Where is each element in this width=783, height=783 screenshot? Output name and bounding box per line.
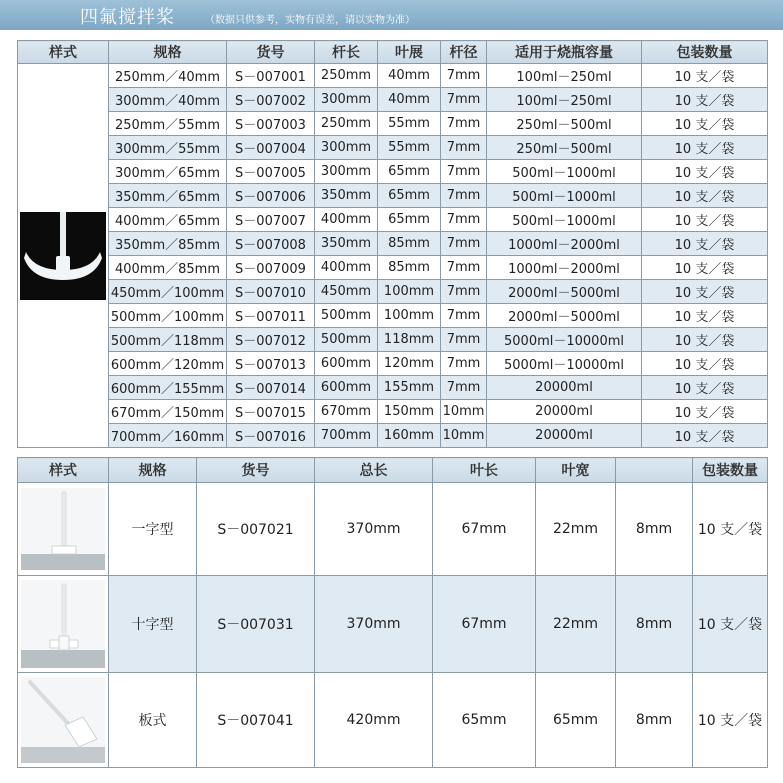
blade-span-cell: 100mm <box>378 304 441 328</box>
package-cell: 10 支／袋 <box>642 304 768 328</box>
flask-capacity-cell: 2000ml－5000ml <box>487 280 642 304</box>
col-header-blade-length: 叶长 <box>433 458 536 483</box>
table-row <box>18 160 768 184</box>
blade-span-cell: 100mm <box>378 280 441 304</box>
flask-capacity-cell: 20000ml <box>487 400 642 424</box>
rod-diameter-cell: 7mm <box>441 280 487 304</box>
col-header-rod-diameter: 杆径 <box>441 41 487 64</box>
spec-cell: 板式 <box>109 673 197 768</box>
rod-length-cell: 300mm <box>315 160 378 184</box>
rod-diameter-cell: 7mm <box>441 184 487 208</box>
spec-cell: 500mm／118mm <box>109 328 227 352</box>
rod-diameter-cell: 10mm <box>441 400 487 424</box>
rod-length-cell: 350mm <box>315 184 378 208</box>
disclaimer-note: （数据只供参考，实物有误差，请以实物为准） <box>205 15 415 26</box>
blade-span-cell: 155mm <box>378 376 441 400</box>
blade-span-cell: 150mm <box>378 400 441 424</box>
flask-capacity-cell: 1000ml－2000ml <box>487 256 642 280</box>
flask-capacity-cell: 20000ml <box>487 424 642 448</box>
package-cell: 10 支／袋 <box>642 352 768 376</box>
package-cell: 10 支／袋 <box>642 88 768 112</box>
title-banner <box>0 0 783 30</box>
col-header-spec: 规格 <box>109 458 197 483</box>
rod-length-cell: 250mm <box>315 64 378 88</box>
flask-capacity-cell: 100ml－250ml <box>487 88 642 112</box>
blade-width-cell: 22mm <box>536 483 616 576</box>
cross-blade-stirrer-photo <box>18 576 109 673</box>
package-cell: 10 支／袋 <box>642 184 768 208</box>
table-header-row <box>18 41 768 64</box>
table-row <box>18 112 768 136</box>
table-row <box>18 280 768 304</box>
table-row <box>18 424 768 448</box>
total-length-cell: 420mm <box>315 673 433 768</box>
blade-span-cell: 118mm <box>378 328 441 352</box>
col-header-rod-length: 杆长 <box>315 41 378 64</box>
table-header-row <box>18 458 768 483</box>
col-header-style: 样式 <box>18 458 109 483</box>
spec-cell: 350mm／65mm <box>109 184 227 208</box>
package-cell: 10 支／袋 <box>693 673 768 768</box>
blade-span-cell: 65mm <box>378 184 441 208</box>
col-header-total-length: 总长 <box>315 458 433 483</box>
blade-stirrer-table <box>17 457 768 768</box>
blade-length-cell: 65mm <box>433 673 536 768</box>
item-no-cell: S－007008 <box>227 232 315 256</box>
flask-capacity-cell: 500ml－1000ml <box>487 208 642 232</box>
package-cell: 10 支／袋 <box>693 576 768 673</box>
item-no-cell: S－007011 <box>227 304 315 328</box>
rod-diameter-cell: 7mm <box>441 376 487 400</box>
flask-capacity-cell: 500ml－1000ml <box>487 184 642 208</box>
spec-cell: 400mm／65mm <box>109 208 227 232</box>
blade-span-cell: 65mm <box>378 208 441 232</box>
rod-length-cell: 250mm <box>315 112 378 136</box>
table-row <box>18 256 768 280</box>
flask-capacity-cell: 5000ml－10000ml <box>487 352 642 376</box>
item-no-cell: S－007013 <box>227 352 315 376</box>
blade-span-cell: 85mm <box>378 232 441 256</box>
col-header-package: 包装数量 <box>642 41 768 64</box>
spec-cell: 700mm／160mm <box>109 424 227 448</box>
rod-length-cell: 500mm <box>315 304 378 328</box>
blade-span-cell: 85mm <box>378 256 441 280</box>
item-no-cell: S－007009 <box>227 256 315 280</box>
rod-diameter-cell: 7mm <box>441 136 487 160</box>
total-length-cell: 370mm <box>315 483 433 576</box>
rod-diameter-cell: 8mm <box>616 576 693 673</box>
item-no-cell: S－007010 <box>227 280 315 304</box>
blade-width-cell: 65mm <box>536 673 616 768</box>
rod-length-cell: 670mm <box>315 400 378 424</box>
item-no-cell: S－007007 <box>227 208 315 232</box>
rod-diameter-cell: 7mm <box>441 232 487 256</box>
col-header-package: 包装数量 <box>693 458 768 483</box>
rod-diameter-cell: 7mm <box>441 112 487 136</box>
rod-length-cell: 300mm <box>315 136 378 160</box>
item-no-cell: S－007005 <box>227 160 315 184</box>
package-cell: 10 支／袋 <box>642 208 768 232</box>
blade-span-cell: 55mm <box>378 136 441 160</box>
item-no-cell: S－007006 <box>227 184 315 208</box>
total-length-cell: 370mm <box>315 576 433 673</box>
rod-length-cell: 300mm <box>315 88 378 112</box>
rod-length-cell: 600mm <box>315 352 378 376</box>
flask-capacity-cell: 1000ml－2000ml <box>487 232 642 256</box>
page-title: 四氟搅拌桨 <box>80 7 175 28</box>
spec-cell: 350mm／85mm <box>109 232 227 256</box>
rod-length-cell: 500mm <box>315 328 378 352</box>
rod-diameter-cell: 7mm <box>441 256 487 280</box>
blade-width-cell: 22mm <box>536 576 616 673</box>
col-header-style: 样式 <box>18 41 109 64</box>
rod-length-cell: 450mm <box>315 280 378 304</box>
table-row <box>18 376 768 400</box>
spec-cell: 一字型 <box>109 483 197 576</box>
item-no-cell: S－007031 <box>197 576 315 673</box>
package-cell: 10 支／袋 <box>642 328 768 352</box>
package-cell: 10 支／袋 <box>642 232 768 256</box>
package-cell: 10 支／袋 <box>642 160 768 184</box>
col-header-blank <box>616 458 693 483</box>
spec-cell: 300mm／40mm <box>109 88 227 112</box>
table-row <box>18 673 768 768</box>
item-no-cell: S－007014 <box>227 376 315 400</box>
package-cell: 10 支／袋 <box>693 483 768 576</box>
package-cell: 10 支／袋 <box>642 280 768 304</box>
flask-capacity-cell: 500ml－1000ml <box>487 160 642 184</box>
rod-diameter-cell: 10mm <box>441 424 487 448</box>
spec-cell: 670mm／150mm <box>109 400 227 424</box>
table-row <box>18 304 768 328</box>
item-no-cell: S－007041 <box>197 673 315 768</box>
table-row <box>18 400 768 424</box>
item-no-cell: S－007021 <box>197 483 315 576</box>
rod-length-cell: 700mm <box>315 424 378 448</box>
table-row <box>18 328 768 352</box>
item-no-cell: S－007016 <box>227 424 315 448</box>
flask-capacity-cell: 250ml－500ml <box>487 136 642 160</box>
rod-diameter-cell: 7mm <box>441 352 487 376</box>
blade-span-cell: 40mm <box>378 64 441 88</box>
blade-length-cell: 67mm <box>433 576 536 673</box>
anchor-stirrer-photo <box>18 64 109 448</box>
spec-cell: 450mm／100mm <box>109 280 227 304</box>
blade-length-cell: 67mm <box>433 483 536 576</box>
package-cell: 10 支／袋 <box>642 136 768 160</box>
spec-cell: 500mm／100mm <box>109 304 227 328</box>
table-row <box>18 232 768 256</box>
rod-diameter-cell: 7mm <box>441 88 487 112</box>
rod-diameter-cell: 8mm <box>616 673 693 768</box>
spec-cell: 400mm／85mm <box>109 256 227 280</box>
rod-diameter-cell: 7mm <box>441 160 487 184</box>
rod-diameter-cell: 7mm <box>441 64 487 88</box>
col-header-blade-span: 叶展 <box>378 41 441 64</box>
rod-diameter-cell: 7mm <box>441 328 487 352</box>
item-no-cell: S－007002 <box>227 88 315 112</box>
rod-length-cell: 400mm <box>315 256 378 280</box>
blade-span-cell: 55mm <box>378 112 441 136</box>
rod-length-cell: 600mm <box>315 376 378 400</box>
rod-diameter-cell: 8mm <box>616 483 693 576</box>
paddle-stirrer-photo <box>18 673 109 768</box>
table-row <box>18 184 768 208</box>
package-cell: 10 支／袋 <box>642 400 768 424</box>
item-no-cell: S－007001 <box>227 64 315 88</box>
blade-span-cell: 40mm <box>378 88 441 112</box>
col-header-flask-capacity: 适用于烧瓶容量 <box>487 41 642 64</box>
spec-cell: 300mm／55mm <box>109 136 227 160</box>
spec-cell: 250mm／55mm <box>109 112 227 136</box>
blade-span-cell: 65mm <box>378 160 441 184</box>
package-cell: 10 支／袋 <box>642 112 768 136</box>
package-cell: 10 支／袋 <box>642 64 768 88</box>
spec-cell: 600mm／155mm <box>109 376 227 400</box>
rod-diameter-cell: 7mm <box>441 304 487 328</box>
flask-capacity-cell: 20000ml <box>487 376 642 400</box>
col-header-spec: 规格 <box>109 41 227 64</box>
blade-span-cell: 160mm <box>378 424 441 448</box>
package-cell: 10 支／袋 <box>642 256 768 280</box>
single-blade-stirrer-photo <box>18 483 109 576</box>
spec-cell: 250mm／40mm <box>109 64 227 88</box>
rod-length-cell: 350mm <box>315 232 378 256</box>
rod-diameter-cell: 7mm <box>441 208 487 232</box>
spec-cell: 600mm／120mm <box>109 352 227 376</box>
col-header-item-no: 货号 <box>197 458 315 483</box>
table-row <box>18 136 768 160</box>
table-row <box>18 576 768 673</box>
item-no-cell: S－007003 <box>227 112 315 136</box>
flask-capacity-cell: 250ml－500ml <box>487 112 642 136</box>
table-row <box>18 352 768 376</box>
spec-cell: 300mm／65mm <box>109 160 227 184</box>
blade-span-cell: 120mm <box>378 352 441 376</box>
anchor-stirrer-table <box>17 40 768 448</box>
package-cell: 10 支／袋 <box>642 376 768 400</box>
flask-capacity-cell: 100ml－250ml <box>487 64 642 88</box>
item-no-cell: S－007004 <box>227 136 315 160</box>
spec-cell: 十字型 <box>109 576 197 673</box>
col-header-item-no: 货号 <box>227 41 315 64</box>
table-row <box>18 208 768 232</box>
item-no-cell: S－007012 <box>227 328 315 352</box>
table-row <box>18 64 768 88</box>
col-header-blade-width: 叶宽 <box>536 458 616 483</box>
table-row <box>18 88 768 112</box>
table-row <box>18 483 768 576</box>
package-cell: 10 支／袋 <box>642 424 768 448</box>
flask-capacity-cell: 5000ml－10000ml <box>487 328 642 352</box>
item-no-cell: S－007015 <box>227 400 315 424</box>
flask-capacity-cell: 2000ml－5000ml <box>487 304 642 328</box>
rod-length-cell: 400mm <box>315 208 378 232</box>
